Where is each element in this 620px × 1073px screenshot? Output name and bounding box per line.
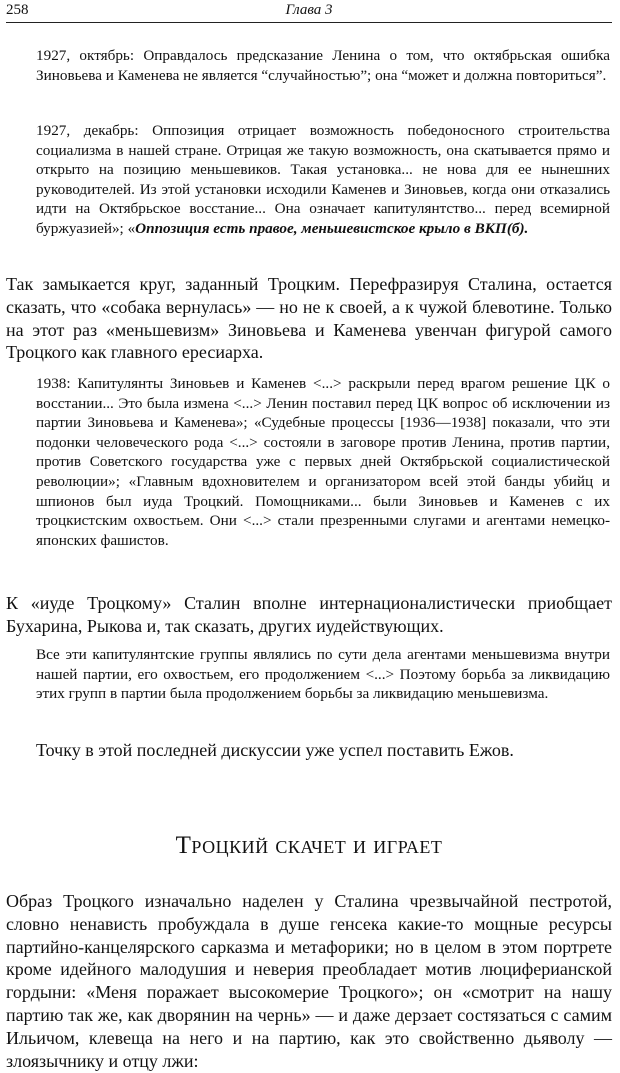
paragraph-judas: К «иуде Троцкому» Сталин вполне интернационалистически приобщает Бухарина, Рыкова и, так сказать, других иудействующих. xyxy=(6,593,612,636)
quote-1927-december: 1927, декабрь: Оппозиция отрицает возможность победоносного строительства социализма в нашей стране. Отрицая же такую возможность, она скатывается прямо и открыто на позицию меньшевиков. Такая установка... не нова для ее нынешних руководителей. Из этой установки исходили Каменев и Зиновьев, когда они отказались идти на Октябрьское восстание... Она означает капитулянтство... перед всемирной буржуазией»; «Оппозиция есть правое, меньшевистское крыло в ВКП(б). xyxy=(36,122,610,237)
section-heading: Троцкий скачет и играет xyxy=(175,832,443,859)
quote-emphasis: Оппозиция есть правое, меньшевистское крыло в ВКП(б). xyxy=(135,219,529,237)
chapter-title: Глава 3 xyxy=(285,2,333,18)
paragraph-portrait: Образ Троцкого изначально наделен у Сталина чрезвычайной пестротой, словно ненависть пробуждала в душе генсека какие-то мощные ресурсы партийно-канцелярского сарказма и метафорики; но в целом в этом портрете кроме идейного малодушия и неверия преобладает мотив люциферианской гордыни: «Меня поражает высокомерие Троцкого»; он «смотрит на нашу партию так же, как дворянин на чернь» — и даже дерзает состязаться с самим Ильичом, клевеща на него и на партию, как это свойственно дьяволу — злоязычнику и отцу лжи: xyxy=(6,891,612,1071)
paragraph-yezhov: Точку в этой последней дискуссии уже успел поставить Ежов. xyxy=(36,740,514,760)
page-number: 258 xyxy=(6,2,29,18)
quote-capitulators: Все эти капитулянтские группы являлись по сути дела агентами меньшевизма внутри нашей партии, его охвостьем, его продолжением <...> Поэтому борьба за ликвидацию этих групп в партии была продолжением борьбы за ликвидацию меньшевизма. xyxy=(36,646,610,703)
running-header xyxy=(6,0,612,23)
quote-1938: 1938: Капитулянты Зиновьев и Каменев <...> раскрыли перед врагом решение ЦК о восстании... Это была измена <...> Ленин поставил перед ЦК вопрос об исключении из партии Зиновьева и Каменева»; «Судебные процессы [1936—1938] показали, что эти подонки человеческого рода <...> состояли в заговоре против Ленина, против партии, против Советского государства уже с первых дней Октябрьской социалистической революции»; «Главным вдохновителем и организатором всей этой банды убийц и шпионов был иуда Троцкий. Помощниками... были Зиновьев и Каменев с их троцкистским охвостьем. Они <...> стали презренными слугами и агентами немецко-японских фашистов. xyxy=(36,375,610,549)
quote-1927-october: 1927, октябрь: Оправдалось предсказание Ленина о том, что октябрьская ошибка Зиновьева и Каменева не является “случайностью”; она “может и должна повториться”. xyxy=(36,47,610,84)
paragraph-circle: Так замыкается круг, заданный Троцким. Перефразируя Сталина, остается сказать, что «собака вернулась» — но не к своей, а к чужой блевотине. Только на этот раз «меньшевизм» Зиновьева и Каменева увенчан фигурой самого Троцкого как главного ересиарха. xyxy=(6,274,612,363)
